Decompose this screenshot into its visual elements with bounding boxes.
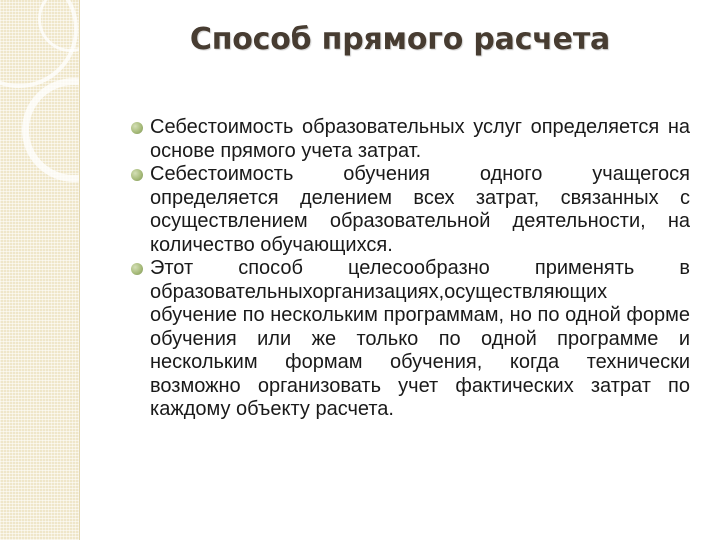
bullet-text: Этот способ целесообразно применять в образовательныхорганизациях,осуществляющих обучение по нескольким программам, но по одной форме обучения или же только по одной программе и нескольким формам обучения, когда технически возможно организовать учет фактических затрат по каждому объекту расчета. (150, 257, 690, 420)
bullet-item (150, 163, 690, 257)
ring-decoration-icon (22, 78, 80, 182)
round-bullet-icon (131, 263, 143, 275)
bullet-text: Себестоимость обучения одного учащегося определяется делением всех затрат, связанных с осуществлением образовательной деятельности, на количество обучающихся. (150, 163, 690, 256)
round-bullet-icon (131, 122, 143, 134)
bullet-text: Себестоимость образовательных услуг определяется на основе прямого учета затрат. (150, 116, 690, 162)
slide-title: Способ прямого расчета (189, 22, 611, 57)
bullet-list (150, 116, 690, 422)
round-bullet-icon (131, 169, 143, 181)
decorative-sidebar (0, 0, 80, 540)
sidebar-divider (79, 0, 80, 540)
bullet-item (150, 257, 690, 422)
bullet-item (150, 116, 690, 163)
